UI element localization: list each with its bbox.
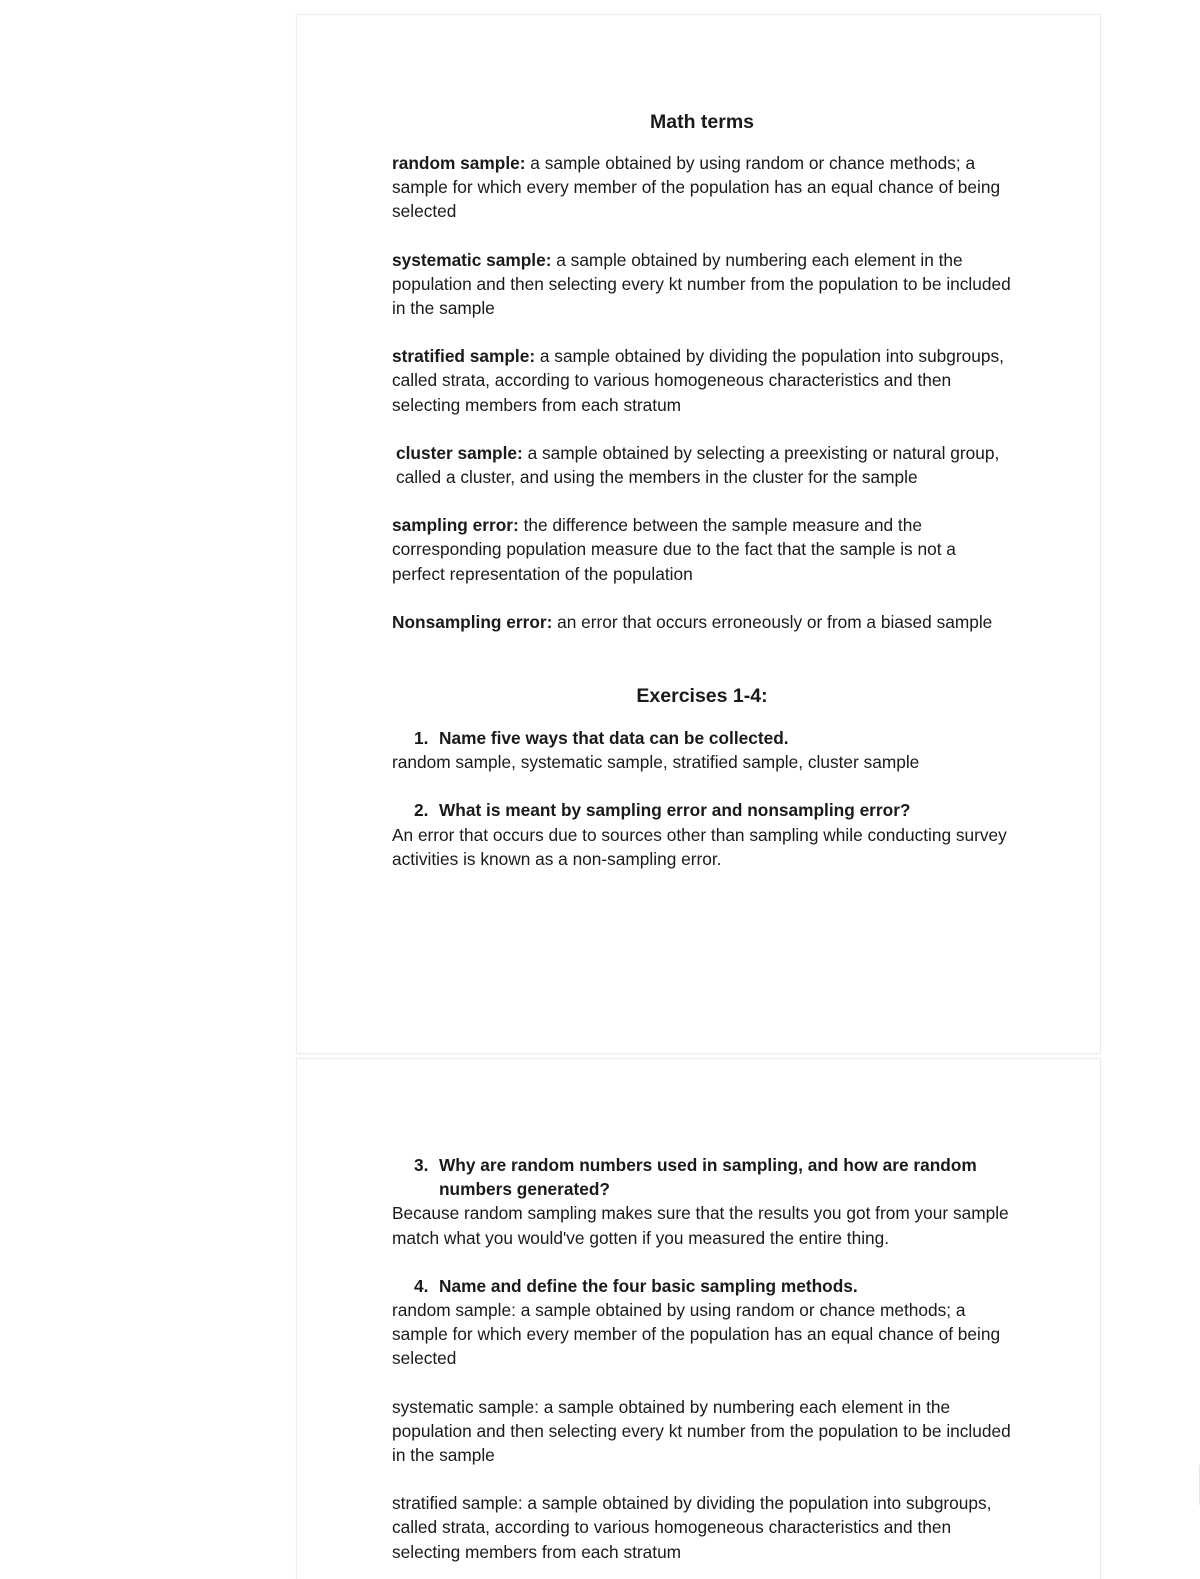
exercises-heading: Exercises 1-4: — [636, 685, 768, 708]
term-label: cluster sample: — [396, 442, 523, 463]
question-text: Why are random numbers used in sampling, and how are random numbers generated? — [439, 1155, 977, 1200]
term-definition: a sample obtained by dividing the population into subgroups, called strata, according to various homogeneous characteristics and then selecting members from each stratum — [392, 346, 1004, 415]
term-label: stratified sample: — [392, 346, 536, 367]
question-4 — [392, 1274, 1012, 1298]
answer-2: An error that occurs due to sources other than sampling while conducting survey activities is known as a non-sampling error. — [392, 824, 1007, 869]
term-definition: a sample obtained by numbering each element in the population and then selecting every kt number from the population to be included in the sample — [392, 249, 1011, 319]
term-label: sampling error: — [392, 515, 519, 536]
question-1 — [392, 726, 1012, 750]
answer-3: Because random sampling makes sure that the results you got from your sample match what you would've gotten if you measured the entire thing. — [392, 1203, 1009, 1248]
question-3 — [392, 1153, 1012, 1201]
page-2-content — [392, 1153, 1012, 1579]
term-definition: a sample obtained by selecting a preexisting or natural group, called a cluster, and using the members in the cluster for the sample — [396, 442, 1000, 488]
page-title: Math terms — [649, 111, 755, 133]
term-stratified-sample — [392, 344, 1012, 417]
question-number: 1. — [414, 728, 429, 749]
question-text: Name and define the four basic sampling methods. — [439, 1275, 858, 1296]
question-number: 4. — [414, 1275, 429, 1296]
definition-random-sample: random sample: a sample obtained by using random or chance methods; a sample for which every member of the population has an equal chance of being selected — [392, 1300, 1001, 1369]
term-definition: the difference between the sample measure and the corresponding population measure due to the fact that the sample is not a perfect representation of the population — [392, 515, 956, 584]
term-sampling-error — [392, 513, 1012, 586]
question-number: 3. — [414, 1155, 429, 1175]
answer-1: random sample, systematic sample, stratified sample, cluster sample — [392, 752, 920, 773]
page-1-content — [392, 108, 1012, 895]
term-cluster-sample — [392, 441, 1012, 489]
term-systematic-sample — [392, 248, 1012, 321]
term-label: Nonsampling error: — [392, 611, 553, 632]
term-random-sample — [392, 151, 1012, 224]
document-page-2 — [297, 1059, 1100, 1579]
term-nonsampling-error — [392, 610, 1012, 634]
term-definition: an error that occurs erroneously or from a biased sample — [552, 611, 993, 632]
term-label: random sample: — [392, 153, 526, 173]
question-number: 2. — [414, 800, 429, 821]
definition-systematic-sample: systematic sample: a sample obtained by numbering each element in the population and then selecting every kt number from the population to be included in the sample — [392, 1396, 1011, 1466]
question-text: What is meant by sampling error and nonsampling error? — [439, 800, 911, 821]
question-text: Name five ways that data can be collected. — [439, 728, 789, 749]
term-label: systematic sample: — [392, 249, 552, 270]
definition-stratified-sample: stratified sample: a sample obtained by dividing the population into subgroups, called strata, according to various homogeneous characteristics and then selecting members from each stratum — [392, 1493, 992, 1562]
question-2 — [392, 798, 1012, 822]
term-definition: a sample obtained by using random or chance methods; a sample for which every member of the population has an equal chance of being selected — [392, 153, 1001, 222]
document-page-1 — [297, 15, 1100, 1053]
